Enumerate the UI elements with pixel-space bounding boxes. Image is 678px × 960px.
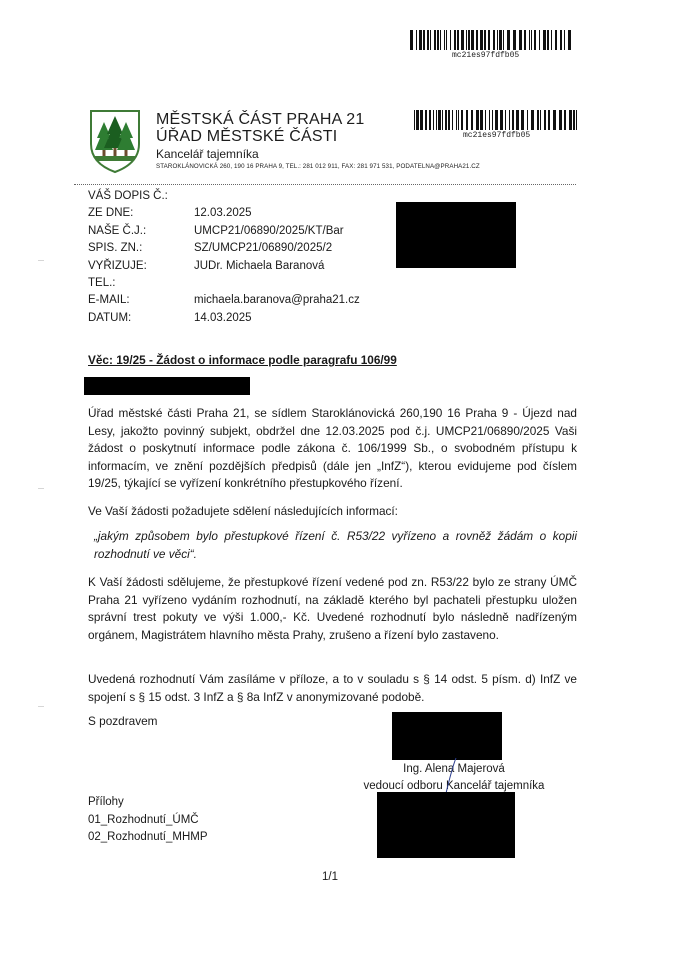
attachment-item: 01_Rozhodnutí_ÚMČ <box>88 814 199 826</box>
reference-block <box>88 188 360 327</box>
signatory-title: vedoucí odboru Kancelář tajemníka <box>363 780 545 792</box>
org-name: MĚSTSKÁ ČÁST PRAHA 21 <box>156 111 365 128</box>
signatory-name: Ing. Alena Majerová <box>403 763 505 775</box>
coat-of-arms-logo <box>88 108 142 174</box>
meta-row-email: E-MAIL: michaela.baranova@praha21.cz <box>88 294 360 307</box>
subject-line: Věc: 19/25 - Žádost o informace podle paragrafu 106/99 <box>88 353 397 367</box>
barcode-bar <box>577 110 578 130</box>
body-paragraph-2: Ve Vaší žádosti požadujete sdělení následujících informací: <box>88 504 398 518</box>
signature-redaction <box>392 712 502 760</box>
attachments-heading: Přílohy <box>88 796 124 808</box>
salutation-redaction <box>84 377 250 395</box>
margin-mark <box>38 260 44 261</box>
meta-row-our-ref: NAŠE Č.J.: UMCP21/06890/2025/KT/Bar <box>88 224 344 237</box>
margin-mark <box>38 488 44 489</box>
barcode-header <box>414 110 578 130</box>
body-paragraph-4: Uvedená rozhodnutí Vám zasíláme v příloze, a to v souladu s § 14 odst. 5 písm. d) InfZ ve spojení s § 15 odst. 3 InfZ a § 8a InfZ v anonymizované podobě. <box>88 672 577 704</box>
request-quote: „jakým způsobem bylo přestupkové řízení č. R53/22 vyřízeno a rovněž žádám o kopii rozhodnutí ve věci“. <box>94 529 577 561</box>
header-divider <box>74 184 576 185</box>
meta-row-handled-by: VYŘIZUJE: JUDr. Michaela Baranová <box>88 259 325 272</box>
meta-row-phone: TEL.: <box>88 276 116 289</box>
meta-row-file-no: SPIS. ZN.: SZ/UMCP21/06890/2025/2 <box>88 242 333 255</box>
meta-row-date: ZE DNE: 12.03.2025 <box>88 207 252 220</box>
barcode-bar <box>571 30 572 50</box>
barcode-top <box>410 30 572 50</box>
office-name: ÚŘAD MĚSTSKÉ ČÁSTI <box>156 128 338 145</box>
page-number: 1/1 <box>322 871 338 883</box>
margin-mark <box>38 706 44 707</box>
meta-row-issue-date: DATUM: 14.03.2025 <box>88 311 252 324</box>
barcode-header-text: mc21es97fdfb05 <box>463 131 531 140</box>
attachment-item: 02_Rozhodnutí_MHMP <box>88 831 208 843</box>
recipient-redaction <box>396 202 516 268</box>
department-name: Kancelář tajemníka <box>156 147 259 161</box>
body-paragraph-3: K Vaší žádosti sdělujeme, že přestupkové řízení vedené pod zn. R53/22 bylo ze strany ÚMČ Praha 21 vyřízeno vydáním rozhodnutí, na základě kterého byl pachateli přestupku uložen správní trest pokuty ve výši 1.000,- Kč. Uvedené rozhodnutí bylo následně nadřízeným orgánem, Magistrátem hlavního města Prahy, zrušeno a řízení bylo zastaveno. <box>88 575 577 642</box>
stamp-redaction <box>377 792 515 858</box>
contact-address: STAROKLÁNOVICKÁ 260, 190 16 PRAHA 9, TEL.: 281 012 911, FAX: 281 971 531, PODATELNA@PRAHA21.CZ <box>156 163 480 170</box>
closing-greeting: S pozdravem <box>88 714 158 728</box>
barcode-top-text: mc21es97fdfb05 <box>452 51 520 60</box>
meta-row-your-letter: VÁŠ DOPIS Č.: <box>88 190 168 202</box>
attachments-block <box>88 794 208 846</box>
body-paragraph-1: Úřad městské části Praha 21, se sídlem Staroklánovická 260,190 16 Praha 9 - Újezd nad Lesy, jakožto povinný subjekt, obdržel dne 12.03.2025 pod č.j. UMCP21/06890/2025 Vaši žádost o poskytnutí informace podle zákona č. 106/1999 Sb., o svobodném přístupu k informacím, ve znění pozdějších předpisů (dále jen „InfZ“), kterou evidujeme pod číslem 19/25, týkající se vyřízení konkrétního přestupkového řízení. <box>88 406 577 491</box>
